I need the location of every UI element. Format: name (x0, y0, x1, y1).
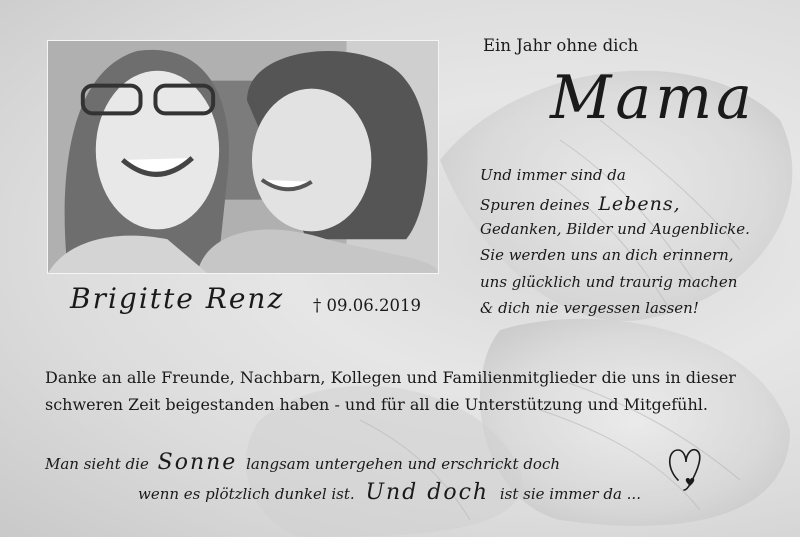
poem-line-3: Gedanken, Bilder und Augenblicke. (480, 220, 750, 238)
deceased-name-script: Brigitte Renz (70, 282, 285, 315)
photo-image (48, 41, 438, 273)
quote-script-und-doch: Und doch (365, 480, 490, 505)
poem-line-2-text: Spuren deines (480, 196, 590, 214)
poem-script-lebens: Lebens, (598, 193, 681, 215)
thanks-line-1: Danke an alle Freunde, Nachbarn, Kollegen und Familienmitglieder die uns in dieser (45, 368, 736, 387)
quote-line-2 (138, 480, 641, 505)
quote-line-1-end: langsam untergehen und erschrickt doch (246, 455, 561, 473)
heart-icon (664, 440, 712, 498)
quote-script-sonne: Sonne (157, 450, 238, 475)
thanks-line-2: schweren Zeit beigestanden haben - und für all die Unterstützung und Mitgefühl. (45, 395, 708, 414)
poem-line-2 (480, 193, 681, 215)
death-date: † 09.06.2019 (313, 296, 421, 315)
poem-line-4: Sie werden uns an dich erinnern, (480, 246, 734, 264)
heading-year-without-you: Ein Jahr ohne dich (483, 36, 639, 55)
poem-line-5: uns glücklich und traurig machen (480, 273, 738, 291)
quote-line-1-start: Man sieht die (45, 455, 149, 473)
mama-script-heading (545, 48, 760, 143)
quote-line-2-start: wenn es plötzlich dunkel ist. (138, 485, 355, 503)
svg-text:Mama: Mama (550, 63, 756, 133)
quote-line-2-end: ist sie immer da ... (499, 485, 641, 503)
memorial-photo (47, 40, 439, 274)
quote-line-1 (45, 450, 560, 475)
poem-line-6: & dich nie vergessen lassen! (480, 299, 699, 317)
poem-line-1: Und immer sind da (480, 166, 626, 184)
